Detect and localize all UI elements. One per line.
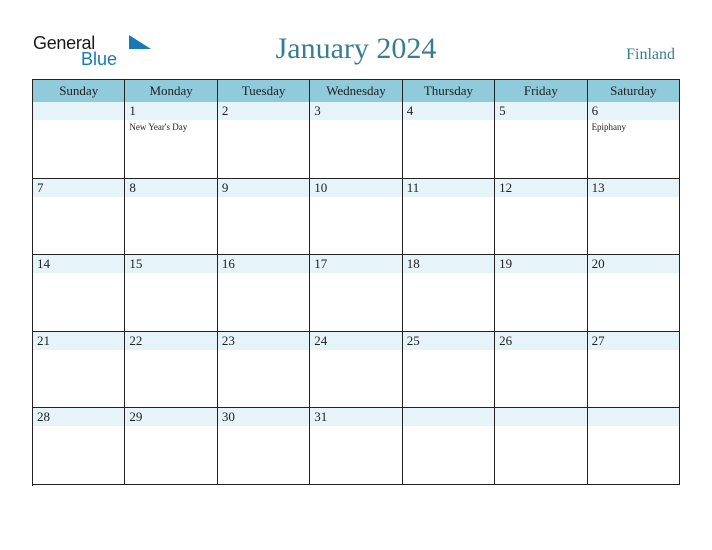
day-number: 16 [221,256,235,272]
country-label: Finland [626,46,675,63]
day-cell [125,102,217,179]
day-number: 25 [406,332,420,348]
day-cell [495,408,587,485]
day-number: 26 [499,332,513,348]
day-number: 4 [406,103,414,118]
logo-general-text: General [33,33,95,53]
day-number: 14 [37,256,50,272]
logo-blue-text: Blue [81,49,118,69]
days-grid [33,102,680,485]
day-cell [33,102,125,179]
day-number-band [33,102,124,120]
day-number: 30 [221,409,235,425]
day-number: 8 [129,179,136,195]
day-number: 28 [37,409,50,425]
day-number-band [218,102,309,120]
day-number-band [125,102,216,120]
day-cell [125,408,217,485]
weekday-header: Friday [495,80,587,103]
day-cell [125,332,217,409]
day-cell [310,255,402,332]
day-number: 13 [591,179,605,195]
weekday-header: Monday [125,80,217,103]
day-cell [33,332,125,409]
day-number: 17 [314,256,328,272]
holiday-label: New Year's Day [129,122,188,132]
day-number-band [403,102,494,120]
day-cell [588,408,680,485]
calendar-title: January 2024 [275,32,437,65]
day-cell [310,332,402,409]
day-number-band [125,179,216,197]
day-number: 27 [591,332,605,348]
weekday-header: Tuesday [218,80,310,103]
day-cell [495,179,587,256]
day-cell [125,255,217,332]
day-number: 3 [314,103,321,118]
day-cell [218,179,310,256]
day-number: 2 [221,103,229,118]
day-cell [33,179,125,256]
weekday-header-row [33,80,680,102]
day-cell [495,102,587,179]
day-number: 12 [499,179,513,195]
weekday-header: Saturday [588,80,680,103]
weekday-header: Thursday [403,80,495,103]
day-number-band [495,408,586,426]
day-cell [495,332,587,409]
day-cell [310,102,402,179]
day-number: 21 [37,332,50,348]
day-cell [125,179,217,256]
day-number: 24 [314,332,328,348]
day-cell [33,408,125,485]
day-cell [403,408,495,485]
day-cell [33,255,125,332]
day-number: 15 [129,256,143,272]
day-number: 23 [221,332,235,348]
weekday-header: Sunday [33,80,125,103]
calendar-grid [32,79,680,486]
day-cell [218,408,310,485]
day-number-band [588,408,679,426]
day-cell [588,179,680,256]
day-number: 10 [314,179,328,195]
day-cell [403,255,495,332]
day-number-band [495,102,586,120]
day-number: 6 [591,103,599,118]
day-cell [588,102,680,179]
day-cell [403,179,495,256]
day-cell [588,255,680,332]
weekday-header: Wednesday [310,80,402,103]
day-number: 9 [221,179,229,195]
day-number: 19 [499,256,513,272]
day-number: 31 [314,409,328,425]
holiday-label: Epiphany [591,122,627,132]
day-number-band [218,179,309,197]
day-number-band [310,102,401,120]
day-cell [403,102,495,179]
day-cell [218,332,310,409]
day-number-band [33,179,124,197]
day-number: 18 [406,256,420,272]
day-cell [218,102,310,179]
day-cell [588,332,680,409]
day-cell [403,332,495,409]
day-cell [310,179,402,256]
day-number: 7 [37,179,44,195]
day-number: 5 [499,103,506,118]
day-number: 1 [129,103,136,118]
day-number-band [403,408,494,426]
day-cell [495,255,587,332]
day-number: 11 [406,179,420,195]
day-cell [218,255,310,332]
day-number: 29 [129,409,143,425]
day-number-band [588,102,679,120]
day-number: 20 [591,256,605,272]
day-number: 22 [129,332,143,348]
day-cell [310,408,402,485]
